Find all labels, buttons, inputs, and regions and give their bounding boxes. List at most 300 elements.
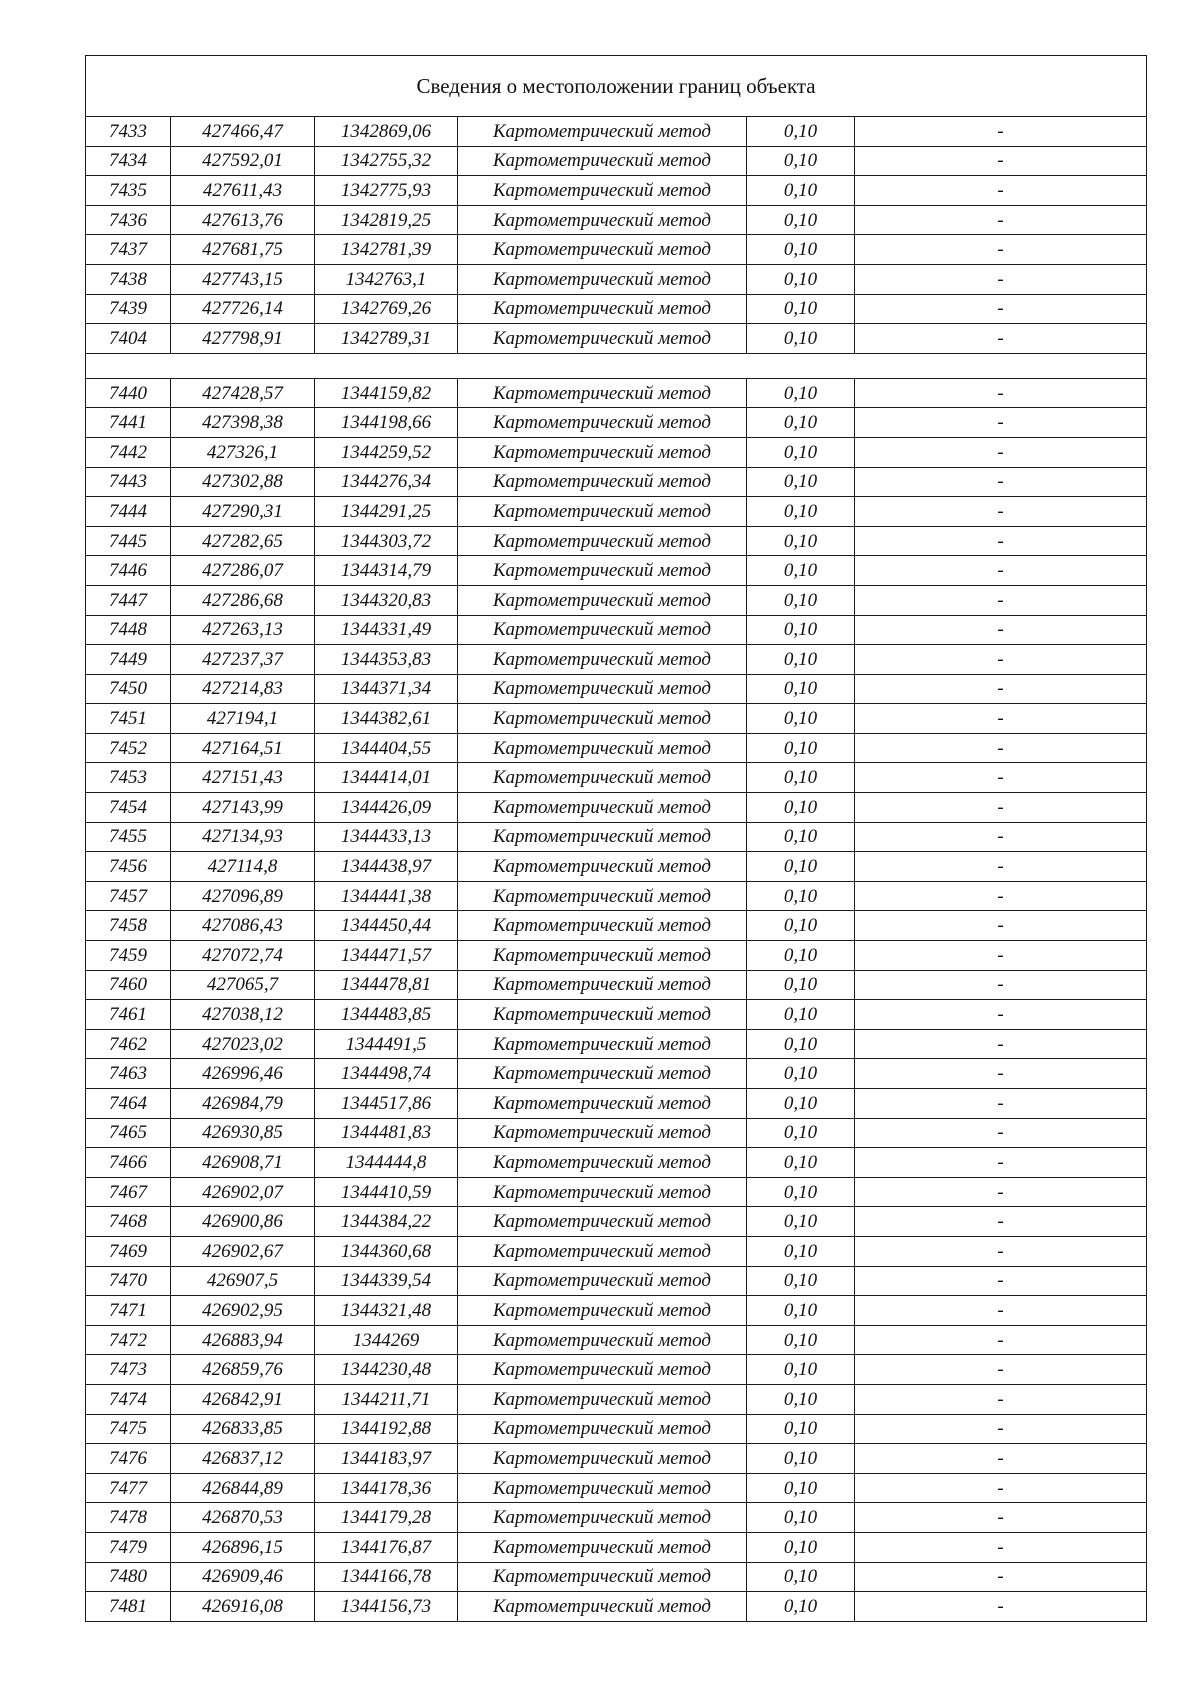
method-cell: Картометрический метод (458, 1148, 747, 1178)
point-number-cell: 7475 (86, 1414, 171, 1444)
table-row (86, 1592, 1147, 1622)
description-cell: - (855, 1089, 1147, 1119)
method-cell: Картометрический метод (458, 1532, 747, 1562)
accuracy-cell: 0,10 (747, 881, 855, 911)
method-cell: Картометрический метод (458, 294, 747, 324)
table-row (86, 1236, 1147, 1266)
point-number-cell: 7452 (86, 733, 171, 763)
method-cell: Картометрический метод (458, 1355, 747, 1385)
accuracy-cell: 0,10 (747, 733, 855, 763)
accuracy-cell: 0,10 (747, 1000, 855, 1030)
point-number-cell: 7450 (86, 674, 171, 704)
point-number-cell: 7445 (86, 526, 171, 556)
description-cell: - (855, 205, 1147, 235)
point-number-cell: 7477 (86, 1473, 171, 1503)
table-row (86, 1118, 1147, 1148)
coordinate-y-cell: 1344331,49 (315, 615, 458, 645)
method-cell: Картометрический метод (458, 408, 747, 438)
accuracy-cell: 0,10 (747, 763, 855, 793)
coordinate-y-cell: 1344384,22 (315, 1207, 458, 1237)
coordinate-x-cell: 426909,46 (171, 1562, 315, 1592)
description-cell: - (855, 176, 1147, 206)
coordinate-y-cell: 1344314,79 (315, 556, 458, 586)
description-cell: - (855, 1266, 1147, 1296)
coordinate-y-cell: 1344230,48 (315, 1355, 458, 1385)
method-cell: Картометрический метод (458, 793, 747, 823)
method-cell: Картометрический метод (458, 881, 747, 911)
point-number-cell: 7438 (86, 264, 171, 294)
coordinate-x-cell: 427286,07 (171, 556, 315, 586)
point-number-cell: 7480 (86, 1562, 171, 1592)
point-number-cell: 7481 (86, 1592, 171, 1622)
description-cell: - (855, 1592, 1147, 1622)
table-row (86, 970, 1147, 1000)
coordinate-x-cell: 426870,53 (171, 1503, 315, 1533)
coordinate-y-cell: 1344259,52 (315, 437, 458, 467)
method-cell: Картометрический метод (458, 324, 747, 354)
coordinate-y-cell: 1342869,06 (315, 117, 458, 147)
point-number-cell: 7461 (86, 1000, 171, 1030)
coordinate-y-cell: 1342775,93 (315, 176, 458, 206)
coordinate-y-cell: 1344481,83 (315, 1118, 458, 1148)
coordinate-y-cell: 1344426,09 (315, 793, 458, 823)
point-number-cell: 7457 (86, 881, 171, 911)
coordinate-x-cell: 426902,67 (171, 1236, 315, 1266)
table-row (86, 1177, 1147, 1207)
accuracy-cell: 0,10 (747, 556, 855, 586)
coordinate-x-cell: 427611,43 (171, 176, 315, 206)
description-cell: - (855, 674, 1147, 704)
point-number-cell: 7443 (86, 467, 171, 497)
table-row (86, 1029, 1147, 1059)
description-cell: - (855, 822, 1147, 852)
description-cell: - (855, 911, 1147, 941)
accuracy-cell: 0,10 (747, 117, 855, 147)
coordinate-y-cell: 1344303,72 (315, 526, 458, 556)
accuracy-cell: 0,10 (747, 294, 855, 324)
table-row (86, 146, 1147, 176)
method-cell: Картометрический метод (458, 1325, 747, 1355)
description-cell: - (855, 763, 1147, 793)
description-cell: - (855, 1207, 1147, 1237)
accuracy-cell: 0,10 (747, 615, 855, 645)
accuracy-cell: 0,10 (747, 645, 855, 675)
coordinate-y-cell: 1344159,82 (315, 378, 458, 408)
description-cell: - (855, 408, 1147, 438)
coordinate-x-cell: 426896,15 (171, 1532, 315, 1562)
table-row (86, 763, 1147, 793)
accuracy-cell: 0,10 (747, 146, 855, 176)
point-number-cell: 7460 (86, 970, 171, 1000)
accuracy-cell: 0,10 (747, 1236, 855, 1266)
point-number-cell: 7439 (86, 294, 171, 324)
coordinate-y-cell: 1344269 (315, 1325, 458, 1355)
table-row (86, 556, 1147, 586)
accuracy-cell: 0,10 (747, 1503, 855, 1533)
method-cell: Картометрический метод (458, 674, 747, 704)
description-cell: - (855, 793, 1147, 823)
coordinate-x-cell: 427326,1 (171, 437, 315, 467)
accuracy-cell: 0,10 (747, 205, 855, 235)
method-cell: Картометрический метод (458, 645, 747, 675)
group-separator-cell (86, 353, 1147, 378)
table-row (86, 1355, 1147, 1385)
accuracy-cell: 0,10 (747, 1473, 855, 1503)
coordinate-y-cell: 1344471,57 (315, 941, 458, 971)
accuracy-cell: 0,10 (747, 497, 855, 527)
coordinate-y-cell: 1344176,87 (315, 1532, 458, 1562)
method-cell: Картометрический метод (458, 467, 747, 497)
coordinate-x-cell: 427263,13 (171, 615, 315, 645)
method-cell: Картометрический метод (458, 378, 747, 408)
coordinate-y-cell: 1344166,78 (315, 1562, 458, 1592)
description-cell: - (855, 146, 1147, 176)
table-row (86, 674, 1147, 704)
coordinate-y-cell: 1342763,1 (315, 264, 458, 294)
accuracy-cell: 0,10 (747, 1266, 855, 1296)
coordinate-y-cell: 1344183,97 (315, 1444, 458, 1474)
table-row (86, 1503, 1147, 1533)
method-cell: Картометрический метод (458, 704, 747, 734)
table-row (86, 324, 1147, 354)
description-cell: - (855, 1177, 1147, 1207)
description-cell: - (855, 1029, 1147, 1059)
coordinate-y-cell: 1344491,5 (315, 1029, 458, 1059)
table-row (86, 1148, 1147, 1178)
table-row (86, 235, 1147, 265)
point-number-cell: 7462 (86, 1029, 171, 1059)
description-cell: - (855, 1355, 1147, 1385)
description-cell: - (855, 1532, 1147, 1562)
point-number-cell: 7433 (86, 117, 171, 147)
description-cell: - (855, 1473, 1147, 1503)
point-number-cell: 7440 (86, 378, 171, 408)
point-number-cell: 7466 (86, 1148, 171, 1178)
accuracy-cell: 0,10 (747, 1118, 855, 1148)
point-number-cell: 7469 (86, 1236, 171, 1266)
description-cell: - (855, 264, 1147, 294)
coordinate-x-cell: 427290,31 (171, 497, 315, 527)
coordinate-y-cell: 1344371,34 (315, 674, 458, 704)
coordinate-x-cell: 426930,85 (171, 1118, 315, 1148)
coordinate-x-cell: 427114,8 (171, 852, 315, 882)
description-cell: - (855, 615, 1147, 645)
coordinate-x-cell: 427023,02 (171, 1029, 315, 1059)
coordinate-x-cell: 427282,65 (171, 526, 315, 556)
point-number-cell: 7454 (86, 793, 171, 823)
coordinate-x-cell: 427214,83 (171, 674, 315, 704)
coordinate-x-cell: 426833,85 (171, 1414, 315, 1444)
method-cell: Картометрический метод (458, 1059, 747, 1089)
coordinate-x-cell: 427681,75 (171, 235, 315, 265)
coordinate-x-cell: 427038,12 (171, 1000, 315, 1030)
method-cell: Картометрический метод (458, 852, 747, 882)
accuracy-cell: 0,10 (747, 1592, 855, 1622)
table-row (86, 467, 1147, 497)
method-cell: Картометрический метод (458, 1236, 747, 1266)
table-row (86, 881, 1147, 911)
description-cell: - (855, 1236, 1147, 1266)
point-number-cell: 7472 (86, 1325, 171, 1355)
method-cell: Картометрический метод (458, 822, 747, 852)
coordinate-x-cell: 426859,76 (171, 1355, 315, 1385)
description-cell: - (855, 852, 1147, 882)
description-cell: - (855, 941, 1147, 971)
method-cell: Картометрический метод (458, 437, 747, 467)
method-cell: Картометрический метод (458, 1000, 747, 1030)
table-row (86, 1532, 1147, 1562)
table-row (86, 1414, 1147, 1444)
accuracy-cell: 0,10 (747, 1089, 855, 1119)
accuracy-cell: 0,10 (747, 467, 855, 497)
description-cell: - (855, 1059, 1147, 1089)
point-number-cell: 7478 (86, 1503, 171, 1533)
accuracy-cell: 0,10 (747, 264, 855, 294)
table-row (86, 437, 1147, 467)
coordinate-y-cell: 1344433,13 (315, 822, 458, 852)
description-cell: - (855, 437, 1147, 467)
point-number-cell: 7468 (86, 1207, 171, 1237)
method-cell: Картометрический метод (458, 1503, 747, 1533)
point-number-cell: 7465 (86, 1118, 171, 1148)
coordinate-y-cell: 1342781,39 (315, 235, 458, 265)
point-number-cell: 7473 (86, 1355, 171, 1385)
accuracy-cell: 0,10 (747, 1148, 855, 1178)
coordinate-y-cell: 1342789,31 (315, 324, 458, 354)
method-cell: Картометрический метод (458, 585, 747, 615)
description-cell: - (855, 733, 1147, 763)
accuracy-cell: 0,10 (747, 793, 855, 823)
description-cell: - (855, 1562, 1147, 1592)
coordinate-y-cell: 1344382,61 (315, 704, 458, 734)
method-cell: Картометрический метод (458, 146, 747, 176)
table-row (86, 1207, 1147, 1237)
accuracy-cell: 0,10 (747, 1296, 855, 1326)
table-row (86, 1325, 1147, 1355)
coordinate-x-cell: 427065,7 (171, 970, 315, 1000)
point-number-cell: 7442 (86, 437, 171, 467)
accuracy-cell: 0,10 (747, 1355, 855, 1385)
coordinate-x-cell: 427302,88 (171, 467, 315, 497)
coordinate-y-cell: 1344276,34 (315, 467, 458, 497)
point-number-cell: 7436 (86, 205, 171, 235)
coordinate-x-cell: 427613,76 (171, 205, 315, 235)
table-row (86, 526, 1147, 556)
coordinate-x-cell: 427194,1 (171, 704, 315, 734)
coordinate-y-cell: 1344192,88 (315, 1414, 458, 1444)
point-number-cell: 7446 (86, 556, 171, 586)
accuracy-cell: 0,10 (747, 437, 855, 467)
table-row (86, 941, 1147, 971)
table-row (86, 1384, 1147, 1414)
coordinate-y-cell: 1344156,73 (315, 1592, 458, 1622)
accuracy-cell: 0,10 (747, 1207, 855, 1237)
coordinate-x-cell: 426842,91 (171, 1384, 315, 1414)
coordinate-x-cell: 427143,99 (171, 793, 315, 823)
point-number-cell: 7456 (86, 852, 171, 882)
description-cell: - (855, 1384, 1147, 1414)
coordinate-x-cell: 426908,71 (171, 1148, 315, 1178)
coordinate-x-cell: 427592,01 (171, 146, 315, 176)
coordinate-x-cell: 426837,12 (171, 1444, 315, 1474)
table-row (86, 264, 1147, 294)
coordinate-y-cell: 1344483,85 (315, 1000, 458, 1030)
coordinate-x-cell: 427466,47 (171, 117, 315, 147)
table-row (86, 822, 1147, 852)
description-cell: - (855, 1503, 1147, 1533)
accuracy-cell: 0,10 (747, 585, 855, 615)
point-number-cell: 7447 (86, 585, 171, 615)
coordinate-x-cell: 427743,15 (171, 264, 315, 294)
boundary-coordinates-table (85, 55, 1147, 1622)
accuracy-cell: 0,10 (747, 1444, 855, 1474)
table-row (86, 497, 1147, 527)
table-row (86, 645, 1147, 675)
description-cell: - (855, 1118, 1147, 1148)
coordinate-y-cell: 1344291,25 (315, 497, 458, 527)
coordinate-x-cell: 427428,57 (171, 378, 315, 408)
description-cell: - (855, 970, 1147, 1000)
accuracy-cell: 0,10 (747, 324, 855, 354)
method-cell: Картометрический метод (458, 1266, 747, 1296)
description-cell: - (855, 645, 1147, 675)
coordinate-x-cell: 427398,38 (171, 408, 315, 438)
accuracy-cell: 0,10 (747, 911, 855, 941)
accuracy-cell: 0,10 (747, 852, 855, 882)
table-row (86, 1296, 1147, 1326)
point-number-cell: 7435 (86, 176, 171, 206)
method-cell: Картометрический метод (458, 1118, 747, 1148)
coordinate-x-cell: 427086,43 (171, 911, 315, 941)
description-cell: - (855, 1325, 1147, 1355)
point-number-cell: 7437 (86, 235, 171, 265)
table-row (86, 1059, 1147, 1089)
method-cell: Картометрический метод (458, 1384, 747, 1414)
accuracy-cell: 0,10 (747, 1029, 855, 1059)
method-cell: Картометрический метод (458, 556, 747, 586)
table-row (86, 704, 1147, 734)
table-row (86, 378, 1147, 408)
method-cell: Картометрический метод (458, 264, 747, 294)
description-cell: - (855, 1000, 1147, 1030)
coordinate-x-cell: 426900,86 (171, 1207, 315, 1237)
method-cell: Картометрический метод (458, 1296, 747, 1326)
point-number-cell: 7441 (86, 408, 171, 438)
point-number-cell: 7464 (86, 1089, 171, 1119)
method-cell: Картометрический метод (458, 763, 747, 793)
coordinate-x-cell: 426996,46 (171, 1059, 315, 1089)
coordinate-y-cell: 1344360,68 (315, 1236, 458, 1266)
description-cell: - (855, 704, 1147, 734)
point-number-cell: 7467 (86, 1177, 171, 1207)
coordinate-y-cell: 1344438,97 (315, 852, 458, 882)
point-number-cell: 7476 (86, 1444, 171, 1474)
coordinate-x-cell: 427237,37 (171, 645, 315, 675)
accuracy-cell: 0,10 (747, 674, 855, 704)
description-cell: - (855, 294, 1147, 324)
accuracy-cell: 0,10 (747, 941, 855, 971)
description-cell: - (855, 1444, 1147, 1474)
point-number-cell: 7479 (86, 1532, 171, 1562)
point-number-cell: 7463 (86, 1059, 171, 1089)
point-number-cell: 7434 (86, 146, 171, 176)
accuracy-cell: 0,10 (747, 1562, 855, 1592)
method-cell: Картометрический метод (458, 176, 747, 206)
table-row (86, 205, 1147, 235)
coordinate-x-cell: 427726,14 (171, 294, 315, 324)
accuracy-cell: 0,10 (747, 235, 855, 265)
description-cell: - (855, 1414, 1147, 1444)
accuracy-cell: 0,10 (747, 526, 855, 556)
method-cell: Картометрический метод (458, 1177, 747, 1207)
table-row (86, 793, 1147, 823)
method-cell: Картометрический метод (458, 235, 747, 265)
point-number-cell: 7474 (86, 1384, 171, 1414)
description-cell: - (855, 324, 1147, 354)
description-cell: - (855, 556, 1147, 586)
accuracy-cell: 0,10 (747, 1384, 855, 1414)
table-row (86, 1000, 1147, 1030)
point-number-cell: 7471 (86, 1296, 171, 1326)
method-cell: Картометрический метод (458, 497, 747, 527)
table-row (86, 176, 1147, 206)
coordinate-y-cell: 1342755,32 (315, 146, 458, 176)
coordinate-x-cell: 427096,89 (171, 881, 315, 911)
point-number-cell: 7458 (86, 911, 171, 941)
point-number-cell: 7444 (86, 497, 171, 527)
method-cell: Картометрический метод (458, 615, 747, 645)
description-cell: - (855, 497, 1147, 527)
accuracy-cell: 0,10 (747, 1325, 855, 1355)
coordinate-y-cell: 1344320,83 (315, 585, 458, 615)
method-cell: Картометрический метод (458, 911, 747, 941)
method-cell: Картометрический метод (458, 733, 747, 763)
description-cell: - (855, 585, 1147, 615)
accuracy-cell: 0,10 (747, 1059, 855, 1089)
coordinate-x-cell: 426883,94 (171, 1325, 315, 1355)
point-number-cell: 7449 (86, 645, 171, 675)
coordinate-x-cell: 426916,08 (171, 1592, 315, 1622)
description-cell: - (855, 881, 1147, 911)
point-number-cell: 7451 (86, 704, 171, 734)
coordinate-y-cell: 1344404,55 (315, 733, 458, 763)
coordinate-y-cell: 1344444,8 (315, 1148, 458, 1178)
coordinate-y-cell: 1344498,74 (315, 1059, 458, 1089)
coordinate-y-cell: 1344339,54 (315, 1266, 458, 1296)
coordinate-y-cell: 1344198,66 (315, 408, 458, 438)
coordinate-x-cell: 426844,89 (171, 1473, 315, 1503)
description-cell: - (855, 467, 1147, 497)
method-cell: Картометрический метод (458, 1592, 747, 1622)
accuracy-cell: 0,10 (747, 822, 855, 852)
coordinate-y-cell: 1344211,71 (315, 1384, 458, 1414)
table-row (86, 294, 1147, 324)
coordinate-y-cell: 1342769,26 (315, 294, 458, 324)
method-cell: Картометрический метод (458, 526, 747, 556)
coordinate-y-cell: 1344353,83 (315, 645, 458, 675)
method-cell: Картометрический метод (458, 1414, 747, 1444)
coordinate-x-cell: 427151,43 (171, 763, 315, 793)
coordinate-x-cell: 426907,5 (171, 1266, 315, 1296)
accuracy-cell: 0,10 (747, 1532, 855, 1562)
point-number-cell: 7459 (86, 941, 171, 971)
coordinate-x-cell: 427072,74 (171, 941, 315, 971)
table-row (86, 1266, 1147, 1296)
coordinate-x-cell: 426902,07 (171, 1177, 315, 1207)
accuracy-cell: 0,10 (747, 970, 855, 1000)
coordinate-y-cell: 1342819,25 (315, 205, 458, 235)
accuracy-cell: 0,10 (747, 1414, 855, 1444)
